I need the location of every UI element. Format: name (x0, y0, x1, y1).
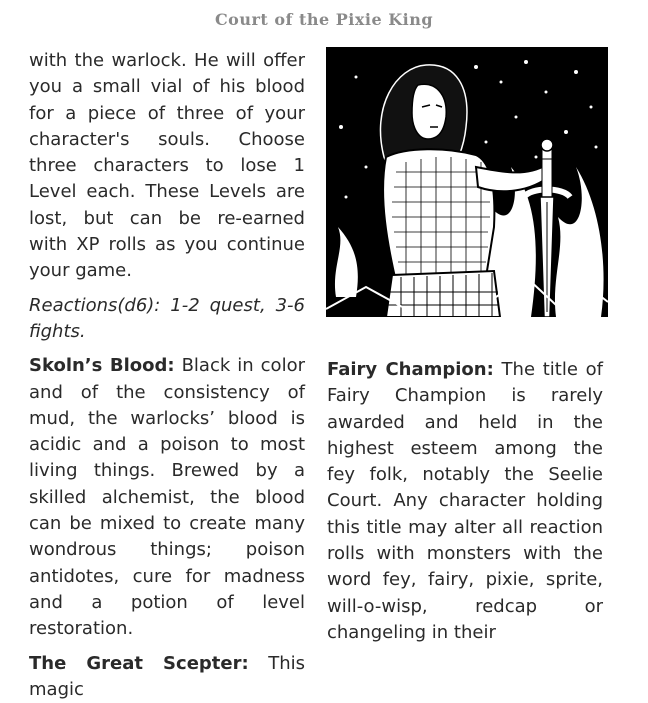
warrior-illustration (326, 47, 608, 317)
great-scepter-text: This magic (29, 652, 305, 700)
fairy-champion-text: The title of Fairy Champion is rarely awarded and held in the highest esteem among the fey folk, notably the Seelie Court. Any character holding this title may alter all reaction rolls with monsters with the word fey, fairy, pixie, sprite, will-o-wisp, redcap or changeling in their (327, 359, 604, 643)
great-scepter-term: The Great Scepter: (29, 652, 249, 674)
fairy-champion-term: Fairy Champion: (327, 359, 494, 380)
great-scepter-paragraph (29, 651, 305, 703)
fairy-champion-paragraph (327, 357, 603, 646)
warlock-paragraph: with the warlock. He will offer you a small vial of his blood for a piece of three of your character's souls. Choose three characters to lose 1 Level each. These Levels are lost, but can be re-earned with XP rolls as you continue your game. (29, 50, 305, 282)
running-header: Court of the Pixie King (214, 10, 434, 29)
skolns-blood-paragraph (29, 353, 305, 642)
reactions-line: Reactions(d6): 1-2 quest, 3-6 fights. (29, 294, 305, 342)
left-column (29, 48, 305, 703)
right-column (327, 357, 603, 646)
skolns-blood-text: Black in color and of the consistency of mud, the warlocks’ blood is acidic and a poison to most living things. Brewed by a skilled alchemist, the blood can be mixed to create many wondrous things; poison antidotes, cure for madness and a potion of level restoration. (29, 355, 305, 640)
skolns-blood-term: Skoln’s Blood: (29, 355, 175, 377)
